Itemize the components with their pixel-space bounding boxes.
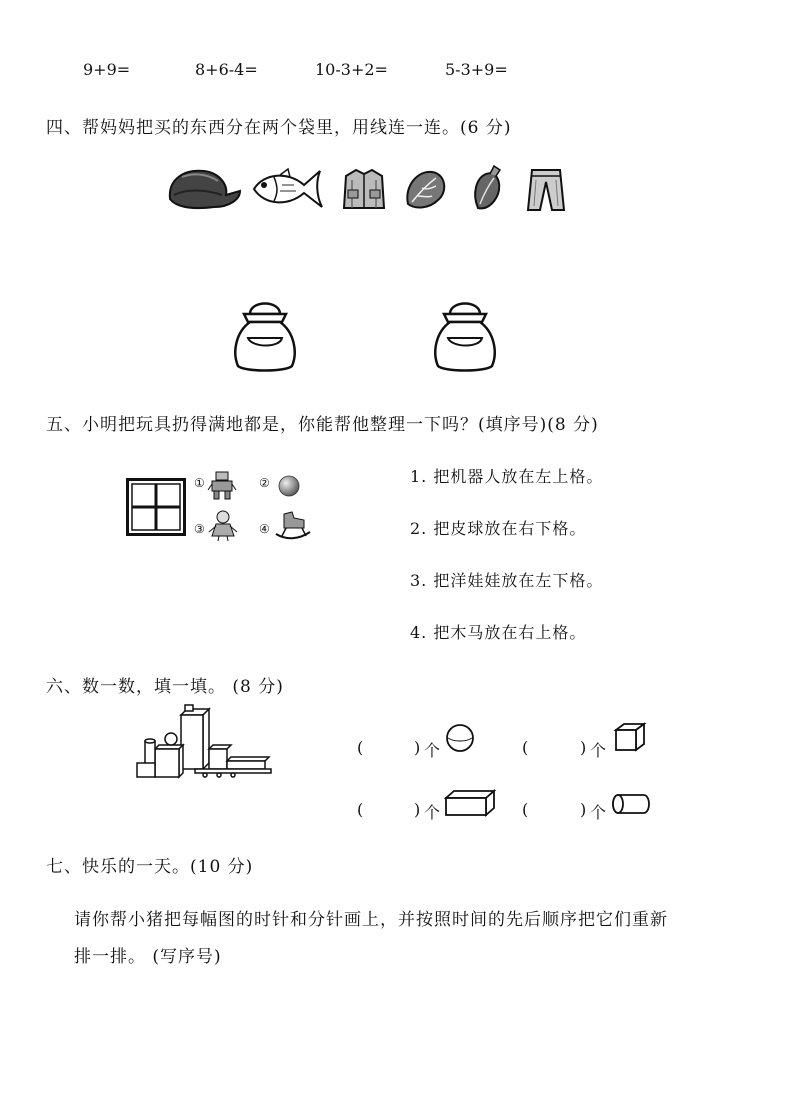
fish-icon (250, 167, 326, 211)
robot-icon (208, 470, 236, 500)
section5-title: 五、小明把玩具扔得满地都是，你能帮他整理一下吗？(填序号)(8 分) (46, 415, 599, 435)
equation-4: 5-3+9= (445, 60, 508, 79)
section4-title: 四、帮妈妈把买的东西分在两个袋里，用线连一连。(6 分) (46, 118, 512, 138)
close-paren: ) (580, 738, 588, 757)
close-paren: ) (580, 800, 588, 819)
open-paren: ( (357, 738, 365, 757)
sphere-icon (444, 722, 480, 754)
instruction-4: 4. 把木马放在右上格。 (410, 623, 587, 642)
close-paren: ) (414, 800, 422, 819)
close-paren: ) (414, 738, 422, 757)
toy-label-3: ③ (194, 522, 205, 536)
bag-icon (432, 294, 498, 374)
unit-label: 个 (590, 741, 608, 760)
toy-grid (126, 478, 186, 536)
open-paren: ( (522, 738, 530, 757)
trousers-icon (526, 166, 566, 212)
instruction-1: 1. 把机器人放在左上格。 (410, 467, 604, 486)
section7-body-line1: 请你帮小猪把每幅图的时针和分针画上，并按照时间的先后顺序把它们重新 (74, 910, 668, 930)
section7-body-line2: 排一排。 (写序号) (74, 947, 222, 967)
open-paren: ( (522, 800, 530, 819)
cuboid-icon (444, 788, 498, 818)
unit-label: 个 (590, 803, 608, 822)
open-paren: ( (357, 800, 365, 819)
cylinder-icon (610, 792, 652, 816)
toy-label-4: ④ (259, 522, 270, 536)
section7-title: 七、快乐的一天。(10 分) (46, 857, 254, 877)
equation-2: 8+6-4= (195, 60, 258, 79)
jacket-icon (342, 166, 386, 212)
equation-3: 10-3+2= (315, 60, 388, 79)
equation-1: 9+9= (83, 60, 131, 79)
toy-label-1: ① (194, 476, 205, 490)
instruction-2: 2. 把皮球放在右下格。 (410, 519, 587, 538)
section6-title: 六、数一数，填一填。 (8 分) (46, 677, 284, 697)
cube-icon (612, 720, 648, 754)
toy-label-2: ② (259, 476, 270, 490)
unit-label: 个 (424, 803, 442, 822)
cap-icon (162, 165, 242, 213)
vegetable-icon (470, 164, 506, 212)
ball-icon (278, 475, 300, 497)
rocking-horse-icon (274, 510, 310, 540)
shapes-pile (135, 705, 275, 781)
doll-icon (208, 510, 238, 542)
unit-label: 个 (424, 741, 442, 760)
instruction-3: 3. 把洋娃娃放在左下格。 (410, 571, 604, 590)
cabbage-icon (402, 166, 450, 210)
bag-icon (232, 294, 298, 374)
